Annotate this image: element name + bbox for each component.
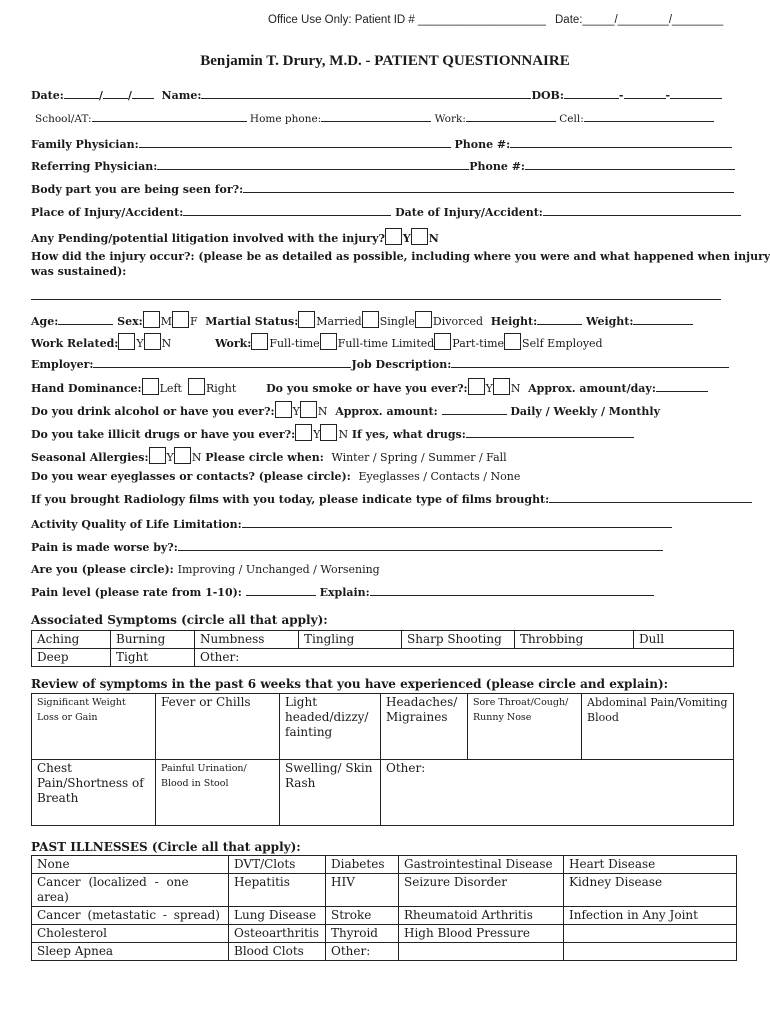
allergies-no-checkbox[interactable] xyxy=(174,447,191,464)
date-day-field[interactable] xyxy=(103,88,128,99)
right-hand-label: Right xyxy=(205,382,237,395)
review-weight[interactable]: Significant Weight Loss or Gain xyxy=(32,694,156,760)
review-swelling[interactable]: Swelling/ Skin Rash xyxy=(280,760,381,826)
family-physician-label: Family Physician: xyxy=(31,138,139,151)
place-date-injury-row xyxy=(31,205,741,219)
sex-m-checkbox[interactable] xyxy=(143,311,160,328)
associated-symptoms-table xyxy=(31,630,734,667)
full-time-limited-checkbox[interactable] xyxy=(320,333,337,350)
allergies-row xyxy=(31,447,507,464)
pain-level-label: Pain level (please rate from 1-10): xyxy=(31,586,242,599)
school-label: School/AT: xyxy=(35,113,92,125)
illness-cell[interactable]: HIV xyxy=(326,874,399,907)
approx-amount-day-label: Approx. amount/day: xyxy=(528,382,656,395)
date-year-field[interactable] xyxy=(132,88,154,99)
alcohol-no-checkbox[interactable] xyxy=(300,401,317,418)
litigation-yes-label: Y xyxy=(402,232,411,245)
full-time-label: Full-time xyxy=(269,337,320,350)
illness-cell[interactable]: Cancer (metastatic - spread) xyxy=(32,907,229,925)
height-label: Height: xyxy=(490,315,538,328)
age-label: Age: xyxy=(31,315,59,328)
divorced-label: Divorced xyxy=(432,315,484,328)
dob-month-field[interactable] xyxy=(564,88,619,99)
dob-label: DOB: xyxy=(531,89,564,102)
sex-f-checkbox[interactable] xyxy=(172,311,189,328)
hand-smoke-row xyxy=(31,378,708,395)
alcohol-amount-field[interactable] xyxy=(442,404,507,415)
job-description-label: Job Description: xyxy=(351,358,452,371)
smoke-label: Do you smoke or have you ever?: xyxy=(266,382,468,395)
body-part-field[interactable] xyxy=(243,182,734,193)
full-time-checkbox[interactable] xyxy=(251,333,268,350)
illness-cell[interactable]: Rheumatoid Arthritis xyxy=(399,907,564,925)
work-related-yes-label: Y xyxy=(136,337,144,350)
drugs-no-checkbox[interactable] xyxy=(320,424,337,441)
date-name-dob-row: Date: / / Name: DOB: - - xyxy=(31,88,722,102)
dob-day-field[interactable] xyxy=(624,88,666,99)
review-sore-throat[interactable]: Sore Throat/Cough/ Runny Nose xyxy=(468,694,582,760)
table-row xyxy=(32,925,737,943)
alcohol-approx-amount-label: Approx. amount: xyxy=(335,405,438,418)
review-abdominal[interactable]: Abdominal Pain/Vomiting Blood xyxy=(582,694,734,760)
pain-worse-row xyxy=(31,540,663,554)
school-field[interactable] xyxy=(92,111,247,122)
weight-field[interactable] xyxy=(633,314,693,325)
review-symptoms-table xyxy=(31,693,734,826)
part-time-label: Part-time xyxy=(452,337,505,350)
single-checkbox[interactable] xyxy=(362,311,379,328)
eyeglasses-row xyxy=(31,470,520,483)
work-related-no-checkbox[interactable] xyxy=(144,333,161,350)
date-of-injury-field[interactable] xyxy=(543,205,741,216)
allergies-no-label: N xyxy=(191,451,202,464)
work-related-row xyxy=(31,333,603,350)
cell-phone-field[interactable] xyxy=(584,111,714,122)
review-chest-pain[interactable]: Chest Pain/Shortness of Breath xyxy=(32,760,156,826)
illness-cell[interactable] xyxy=(564,943,737,961)
how-injury-label-2: was sustained): xyxy=(31,265,127,278)
symptom-tight[interactable]: Tight xyxy=(111,649,195,667)
illness-cell[interactable]: Kidney Disease xyxy=(564,874,737,907)
review-fever[interactable]: Fever or Chills xyxy=(156,694,280,760)
drugs-row xyxy=(31,424,634,441)
job-description-field[interactable] xyxy=(451,357,729,368)
illness-cell[interactable]: Infection in Any Joint xyxy=(564,907,737,925)
what-drugs-field[interactable] xyxy=(466,427,634,438)
symptom-aching[interactable]: Aching xyxy=(32,631,111,649)
eyeglasses-options[interactable]: Eyeglasses / Contacts / None xyxy=(358,470,521,483)
table-row xyxy=(32,631,734,649)
phone2-label: Phone #: xyxy=(469,160,525,173)
table-row xyxy=(32,907,737,925)
referring-physician-field[interactable] xyxy=(157,159,469,170)
symptom-other[interactable]: Other: xyxy=(195,649,734,667)
table-row xyxy=(32,649,734,667)
smoke-yes-checkbox[interactable] xyxy=(468,378,485,395)
married-label: Married xyxy=(316,315,362,328)
symptom-tingling[interactable]: Tingling xyxy=(299,631,402,649)
allergies-yes-checkbox[interactable] xyxy=(149,447,166,464)
alcohol-row xyxy=(31,401,660,418)
illness-cell[interactable]: Heart Disease xyxy=(564,856,737,874)
left-hand-label: Left xyxy=(159,382,182,395)
past-illnesses-heading: PAST ILLNESSES (Circle all that apply): xyxy=(31,840,301,854)
work-phone-label: Work: xyxy=(434,113,466,125)
work-phone-field[interactable] xyxy=(466,111,556,122)
hand-dominance-label: Hand Dominance: xyxy=(31,382,142,395)
how-injury-label: How did the injury occur?: (please be as detailed as possible, including where you were and what happened when injury xyxy=(31,250,770,263)
work-related-yes-checkbox[interactable] xyxy=(118,333,135,350)
are-you-row xyxy=(31,563,380,576)
family-physician-phone-field[interactable] xyxy=(510,137,732,148)
date-label: Date: xyxy=(31,89,64,102)
symptom-numbness[interactable]: Numbness xyxy=(195,631,299,649)
table-row xyxy=(32,856,737,874)
employer-label: Employer: xyxy=(31,358,94,371)
place-of-injury-label: Place of Injury/Accident: xyxy=(31,206,184,219)
illness-cell[interactable]: Diabetes xyxy=(326,856,399,874)
self-employed-label: Self Employed xyxy=(522,337,603,350)
left-hand-checkbox[interactable] xyxy=(142,378,159,395)
alcohol-yes-label: Y xyxy=(292,405,300,418)
radiology-label: If you brought Radiology films with you today, please indicate type of films brought: xyxy=(31,493,550,506)
eyeglasses-label: Do you wear eyeglasses or contacts? (please circle): xyxy=(31,470,351,483)
work-related-label: Work Related: xyxy=(31,337,119,350)
illness-cell[interactable]: Other: xyxy=(326,943,399,961)
part-time-checkbox[interactable] xyxy=(434,333,451,350)
dob-year-field[interactable] xyxy=(670,88,722,99)
symptom-dull[interactable]: Dull xyxy=(634,631,734,649)
referring-physician-label: Referring Physician: xyxy=(31,160,158,173)
pain-level-field[interactable] xyxy=(246,585,316,596)
alcohol-no-label: N xyxy=(317,405,328,418)
single-label: Single xyxy=(379,315,415,328)
litigation-yes-checkbox[interactable] xyxy=(385,228,402,245)
drugs-label: Do you take illicit drugs or have you ever?: xyxy=(31,428,296,441)
self-employed-checkbox[interactable] xyxy=(504,333,521,350)
illness-cell[interactable]: Cancer (localized - one area) xyxy=(32,874,229,907)
litigation-label: Any Pending/potential litigation involved with the injury? xyxy=(31,232,385,245)
employer-row xyxy=(31,357,729,371)
illness-cell[interactable]: Gastrointestinal Disease xyxy=(399,856,564,874)
radiology-row xyxy=(31,492,752,506)
illness-cell[interactable]: None xyxy=(32,856,229,874)
illness-cell[interactable] xyxy=(564,925,737,943)
drugs-no-label: N xyxy=(338,428,349,441)
smoke-yes-label: Y xyxy=(485,382,493,395)
school-phone-row xyxy=(35,111,714,125)
work-related-no-label: N xyxy=(161,337,172,350)
past-illnesses-table xyxy=(31,855,737,961)
date-month-field[interactable] xyxy=(64,88,99,99)
home-phone-field[interactable] xyxy=(321,111,431,122)
smoke-no-label: N xyxy=(510,382,521,395)
are-you-options[interactable]: Improving / Unchanged / Worsening xyxy=(177,563,380,576)
table-row xyxy=(32,943,737,961)
radiology-field[interactable] xyxy=(549,492,752,503)
age-field[interactable] xyxy=(58,314,113,325)
referring-physician-phone-field[interactable] xyxy=(525,159,735,170)
office-use-patient-id: Office Use Only: Patient ID # ____________________ xyxy=(268,14,546,26)
illness-cell[interactable]: Osteoarthritis xyxy=(229,925,326,943)
pain-level-row xyxy=(31,585,654,599)
explain-field[interactable] xyxy=(370,585,654,596)
date-of-injury-label: Date of Injury/Accident: xyxy=(395,206,543,219)
activity-row xyxy=(31,517,672,531)
family-physician-field[interactable] xyxy=(139,137,451,148)
activity-label: Activity Quality of Life Limitation: xyxy=(31,518,242,531)
illness-cell[interactable]: High Blood Pressure xyxy=(399,925,564,943)
circle-when-label: Please circle when: xyxy=(205,451,324,464)
drugs-yes-label: Y xyxy=(313,428,321,441)
sex-f-label: F xyxy=(189,315,198,328)
allergies-yes-label: Y xyxy=(166,451,174,464)
review-symptoms-heading: Review of symptoms in the past 6 weeks that you have experienced (please circle and explain): xyxy=(31,677,669,691)
explain-label: Explain: xyxy=(319,586,370,599)
name-field[interactable] xyxy=(201,88,531,99)
alcohol-yes-checkbox[interactable] xyxy=(275,401,292,418)
alcohol-frequency-label: Daily / Weekly / Monthly xyxy=(510,405,660,418)
body-part-label: Body part you are being seen for?: xyxy=(31,183,244,196)
smoke-amount-field[interactable] xyxy=(656,381,708,392)
cell-phone-label: Cell: xyxy=(559,113,584,125)
illness-cell[interactable]: Thyroid xyxy=(326,925,399,943)
are-you-label: Are you (please circle): xyxy=(31,563,174,576)
associated-symptoms-heading: Associated Symptoms (circle all that apply): xyxy=(31,613,328,627)
home-phone-label: Home phone: xyxy=(249,113,322,125)
office-use-date: Date:_____/________/________ xyxy=(555,14,724,26)
divorced-checkbox[interactable] xyxy=(415,311,432,328)
marital-label: Martial Status: xyxy=(205,315,299,328)
table-row xyxy=(32,760,734,826)
seasons-options[interactable]: Winter / Spring / Summer / Fall xyxy=(331,451,507,464)
place-of-injury-field[interactable] xyxy=(183,205,391,216)
symptom-throbbing[interactable]: Throbbing xyxy=(515,631,634,649)
married-checkbox[interactable] xyxy=(298,311,315,328)
table-row xyxy=(32,694,734,760)
how-injury-answer-line[interactable] xyxy=(31,299,721,300)
family-physician-row xyxy=(31,137,732,151)
age-sex-marital-row xyxy=(31,311,693,328)
illness-cell[interactable]: DVT/Clots xyxy=(229,856,326,874)
illness-cell[interactable] xyxy=(399,943,564,961)
litigation-no-checkbox[interactable] xyxy=(411,228,428,245)
symptom-burning[interactable]: Burning xyxy=(111,631,195,649)
phone-label: Phone #: xyxy=(454,138,511,151)
review-urination[interactable]: Painful Urination/ Blood in Stool xyxy=(156,760,280,826)
litigation-no-label: N xyxy=(428,232,439,245)
illness-cell[interactable]: Lung Disease xyxy=(229,907,326,925)
review-other[interactable]: Other: xyxy=(381,760,734,826)
height-field[interactable] xyxy=(537,314,582,325)
name-label: Name: xyxy=(161,89,202,102)
right-hand-checkbox[interactable] xyxy=(188,378,205,395)
employer-field[interactable] xyxy=(93,357,351,368)
litigation-row xyxy=(31,228,439,245)
what-drugs-label: If yes, what drugs: xyxy=(351,428,466,441)
alcohol-label: Do you drink alcohol or have you ever?: xyxy=(31,405,275,418)
smoke-no-checkbox[interactable] xyxy=(493,378,510,395)
review-headaches[interactable]: Headaches/ Migraines xyxy=(381,694,468,760)
illness-cell[interactable]: Blood Clots xyxy=(229,943,326,961)
weight-label: Weight: xyxy=(585,315,634,328)
illness-cell[interactable]: Seizure Disorder xyxy=(399,874,564,907)
allergies-label: Seasonal Allergies: xyxy=(31,451,149,464)
work-status-label: Work: xyxy=(215,337,252,350)
table-row xyxy=(32,874,737,907)
review-light-headed[interactable]: Light headed/dizzy/ fainting xyxy=(280,694,381,760)
illness-cell[interactable]: Sleep Apnea xyxy=(32,943,229,961)
full-time-limited-label: Full-time Limited xyxy=(337,337,435,350)
pain-worse-field[interactable] xyxy=(178,540,663,551)
referring-physician-row xyxy=(31,159,735,173)
illness-cell[interactable]: Hepatitis xyxy=(229,874,326,907)
body-part-row xyxy=(31,182,734,196)
illness-cell[interactable]: Cholesterol xyxy=(32,925,229,943)
page-title: Benjamin T. Drury, M.D. - PATIENT QUESTIONNAIRE xyxy=(200,53,570,69)
symptom-sharp-shooting[interactable]: Sharp Shooting xyxy=(402,631,515,649)
sex-m-label: M xyxy=(160,315,172,328)
drugs-yes-checkbox[interactable] xyxy=(295,424,312,441)
illness-cell[interactable]: Stroke xyxy=(326,907,399,925)
activity-field[interactable] xyxy=(242,517,672,528)
sex-label: Sex: xyxy=(117,315,143,328)
pain-worse-label: Pain is made worse by?: xyxy=(31,541,178,554)
symptom-deep[interactable]: Deep xyxy=(32,649,111,667)
